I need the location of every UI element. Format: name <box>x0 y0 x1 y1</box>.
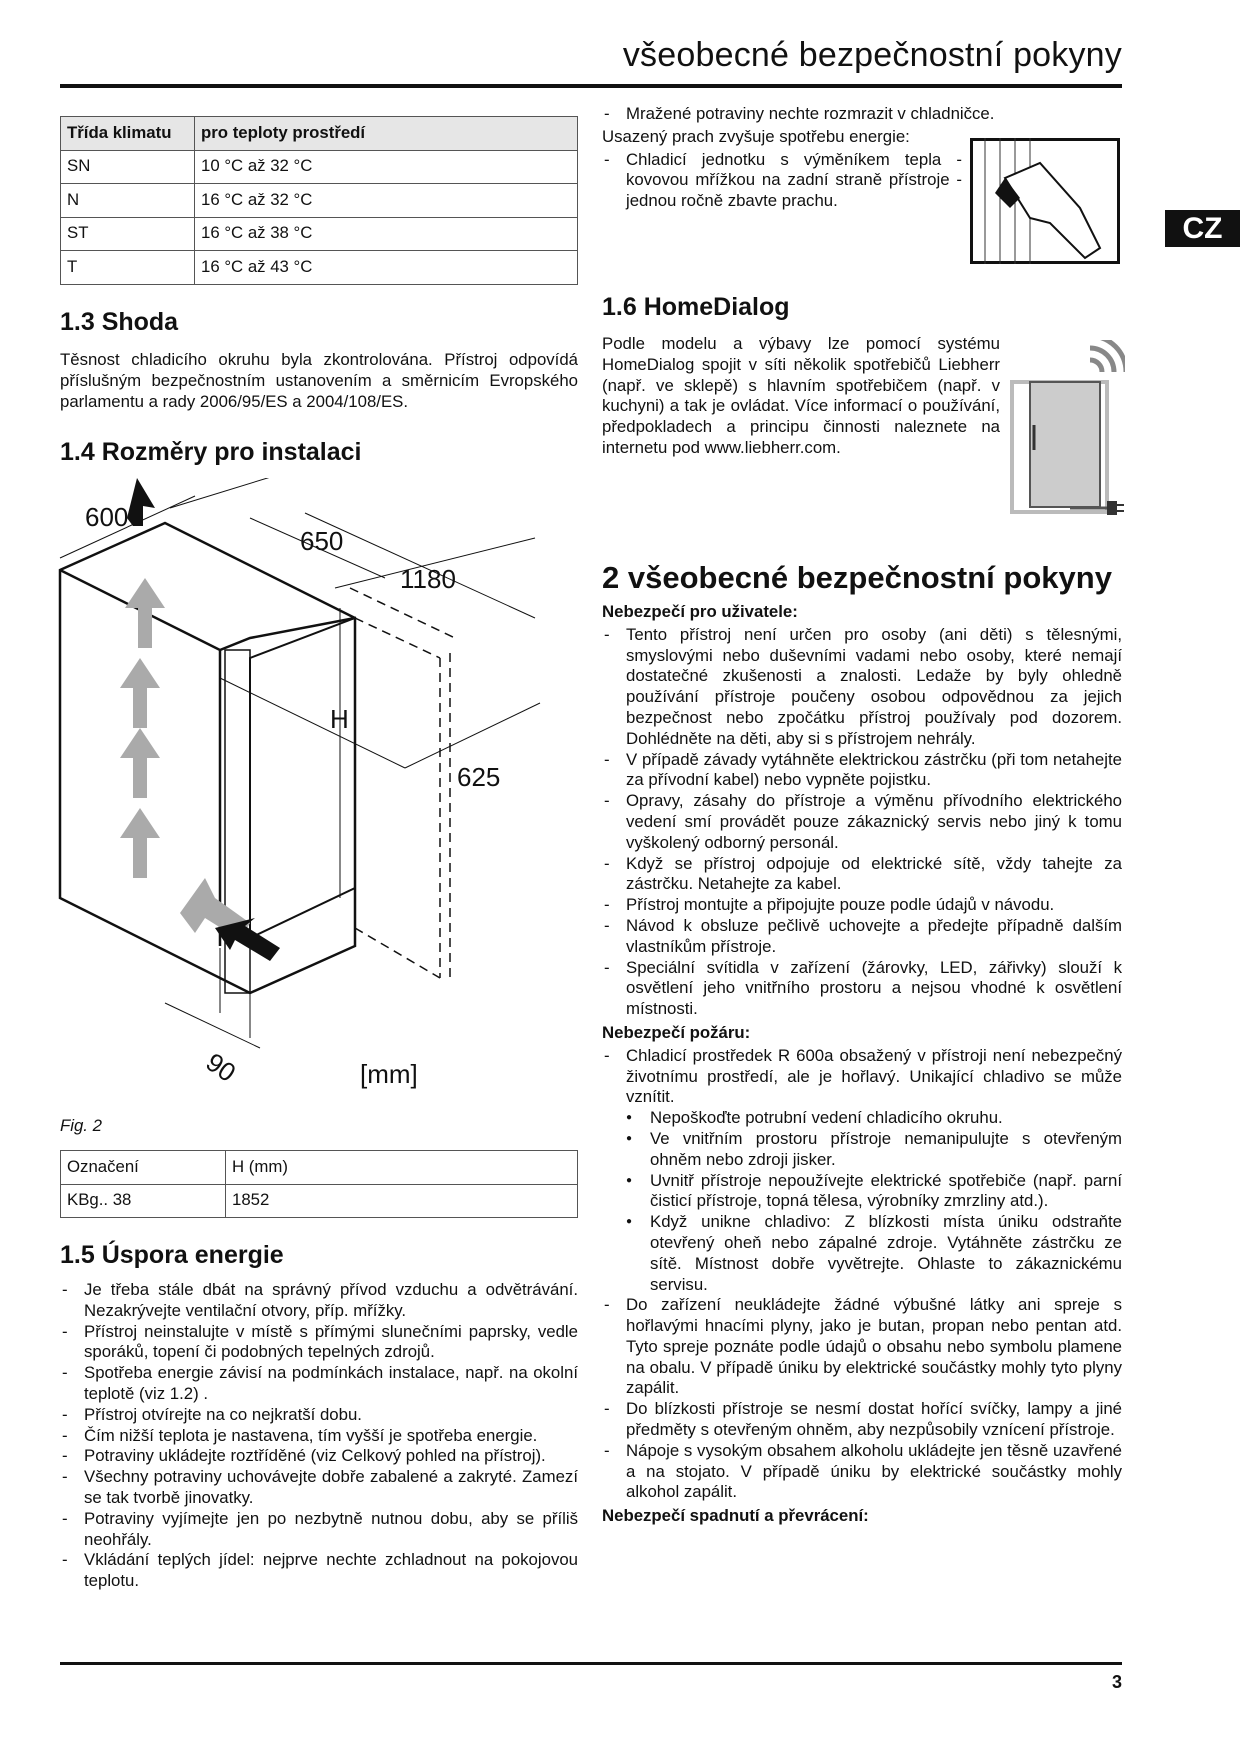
exhaust-arrow <box>127 478 155 526</box>
list-item: - Přístroj otvírejte na co nejkratší dobu. <box>60 1405 578 1426</box>
section-2 <box>602 560 1122 1527</box>
list-item: - Všechny potraviny uchovávejte dobře zabalené a zakryté. Zamezí se tak tvorbě jinovatky. <box>60 1467 578 1509</box>
dust-intro: Usazený prach zvyšuje spotřebu energie: <box>602 126 910 146</box>
table-cell: 16 °C až 32 °C <box>195 184 578 218</box>
list-item: - Mražené potraviny nechte rozmrazit v chladničce. <box>602 104 1122 125</box>
list-item: - Přístroj neinstalujte v místě s přímými slunečními paprsky, vedle sporáků, topení či podobných tepelných zdrojů. <box>60 1322 578 1364</box>
h-table-wrap <box>60 1150 578 1218</box>
table-cell: KBg.. 38 <box>61 1184 226 1218</box>
section-1-3 <box>60 307 578 412</box>
table-cell: SN <box>61 150 195 184</box>
subheading-fire: Nebezpečí požáru: <box>602 1022 751 1042</box>
height-table <box>60 1150 578 1218</box>
subheading-fall: Nebezpečí spadnutí a převrácení: <box>602 1506 869 1526</box>
section-text: Podle modelu a výbavy lze pomocí systému HomeDialog spojit v síti několik spotřebičů Liebherr (např. ve sklepě) s hlavním spotřebičem (např. v kuchyni) a tak je ovládat. Více informací o používání, předpokladech a principu činnosti naleznete na internetu pod www.liebherr.com. <box>602 334 1000 457</box>
table-cell: N <box>61 184 195 218</box>
list-item: - Opravy, zásahy do přístroje a výměnu přívodního elektrického vedení smí provádět pouze zákaznický servis nebo jiný k tomu vyškolený odborný personál. <box>602 791 1122 853</box>
fire-hazard-list-2 <box>602 1295 1122 1503</box>
dim-625: 625 <box>457 762 501 792</box>
fire-hazard-list <box>602 1046 1122 1108</box>
table-row <box>61 184 578 218</box>
list-item: - Do zařízení neukládejte žádné výbušné látky ani spreje s hořlavými hnacími plyny, jako je butan, propan nebo pentan atd. Tyto spreje poznáte podle údajů o obsahu nebo symbolu plamene na obalu. V případě úniku by elektrické součástky mohly tyto plyny zapálit. <box>602 1295 1122 1399</box>
user-hazard-list <box>602 625 1122 1020</box>
table-cell: 16 °C až 43 °C <box>195 251 578 285</box>
list-item: - Přístroj montujte a připojujte pouze podle údajů v návodu. <box>602 895 1122 916</box>
list-item: - Je třeba stále dbát na správný přívod vzduchu a odvětrávání. Nezakrývejte ventilační otvory, příp. mřížky. <box>60 1280 578 1322</box>
section-1-4 <box>60 437 578 467</box>
climate-table <box>60 116 578 285</box>
section-heading: 1.3 Shoda <box>60 308 179 336</box>
figure-caption: Fig. 2 <box>60 1116 102 1135</box>
list-item: - Potraviny ukládejte roztříděné (viz Celkový pohled na přístroj). <box>60 1446 578 1467</box>
dim-1180: 1180 <box>400 564 456 594</box>
bullet-item: ● Uvnitř přístroje nepoužívejte elektrické spotřebiče (např. parní čisticí přístroje, topná tělesa, výrobníky zmrzliny atd.). <box>602 1171 1122 1213</box>
table-row <box>61 251 578 285</box>
section-heading: 1.6 HomeDialog <box>602 293 790 321</box>
list-item: - Návod k obsluze pečlivě uchovejte a předejte případně dalším vlastníkům přístroje. <box>602 916 1122 958</box>
table-header: Označení <box>61 1151 226 1185</box>
energy-list <box>60 1280 578 1592</box>
dim-h: H <box>330 704 349 734</box>
section-heading: 1.4 Rozměry pro instalaci <box>60 438 362 466</box>
dim-650: 650 <box>300 526 344 556</box>
climate-table-wrap <box>60 116 578 285</box>
table-cell: T <box>61 251 195 285</box>
table-cell: ST <box>61 217 195 251</box>
bullet-item: ● Nepoškoďte potrubní vedení chladicího okruhu. <box>602 1108 1122 1129</box>
list-item: - Vkládání teplých jídel: nejprve nechte zchladnout na pokojovou teplotu. <box>60 1550 578 1592</box>
list-item: - Chladicí prostředek R 600a obsažený v přístroji není nebezpečný životnímu prostředí, ale je hořlavý. Unikající chladivo se může vznítit. <box>602 1046 1122 1108</box>
page-header-title: všeobecné bezpečnostní pokyny <box>622 36 1122 74</box>
table-cell: 1852 <box>226 1184 578 1218</box>
list-item: - Do blízkosti přístroje se nesmí dostat hořící svíčky, lampy a jiné předměty s otevřeným ohněm, aby nezpůsobily vznícení přístroje. <box>602 1399 1122 1441</box>
list-item: - Když se přístroj odpojuje od elektrické sítě, vždy tahejte za zástrčku. Netahejte za kabel. <box>602 854 1122 896</box>
language-tab: CZ <box>1165 210 1240 247</box>
list-item: - Speciální svítidla v zařízení (žárovky, LED, zářivky) slouží k osvětlení jeho vnitřního prostoru a nejsou vhodné k osvětlení místnosti. <box>602 958 1122 1020</box>
header-rule <box>60 84 1122 88</box>
section-heading: 2 všeobecné bezpečnostní pokyny <box>602 560 1112 595</box>
dim-600: 600 <box>85 502 129 532</box>
installation-dimensions-diagram <box>55 478 555 1098</box>
table-row <box>61 217 578 251</box>
list-item: - Spotřeba energie závisí na podmínkách instalace, např. na okolní teplotě (viz 1.2) . <box>60 1363 578 1405</box>
section-text: Těsnost chladicího okruhu byla zkontrolována. Přístroj odpovídá příslušným bezpečnostním ustanovením a směrnicím Evropského parlamentu a rady 2006/95/ES a 2004/108/ES. <box>60 350 578 411</box>
section-heading: 1.5 Úspora energie <box>60 1241 284 1269</box>
page-number: 3 <box>1111 1672 1122 1692</box>
table-header-row <box>61 1151 578 1185</box>
footer-rule <box>60 1662 1122 1665</box>
table-header: Třída klimatu <box>61 117 195 151</box>
homedialog-fridge-icon <box>1010 340 1125 520</box>
bullet-item: ● Když unikne chladivo: Z blízkosti místa úniku odstraňte otevřený oheň nebo zápalné zdroje. Vytáhněte zástrčku ze sítě. Místnost dobře vyvětrejte. Ohlaste to zákaznickému servisu. <box>602 1212 1122 1295</box>
table-header: pro teploty prostředí <box>195 117 578 151</box>
list-item: - Potraviny vyjímejte jen po nezbytně nutnou dobu, aby se příliš neohřály. <box>60 1509 578 1551</box>
list-item: - Chladicí jednotku s výměníkem tepla - kovovou mřížkou na zadní straně přístroje - jednou ročně zbavte prachu. <box>602 150 962 212</box>
list-item: - Čím nižší teplota je nastavena, tím vyšší je spotřeba energie. <box>60 1426 578 1447</box>
list-item: - V případě závady vytáhněte elektrickou zástrčku (při tom netahejte za přívodní kabel) nebo vypněte pojistku. <box>602 750 1122 792</box>
table-cell: 10 °C až 32 °C <box>195 150 578 184</box>
list-item: - Tento přístroj není určen pro osoby (ani děti) s tělesnými, smyslovými nebo duševními vadami nebo osoby, které nemají dostatečné zkušenosti a znalosti. Ledaže by byly ohledně používání přístroje poučeny osobou odpovědnou za jejich bezpečnost nebo zpočátku přístroj používaly pod dozorem. Dohlédněte na děti, aby si s přístrojem nehrály. <box>602 625 1122 750</box>
list-item: - Nápoje s vysokým obsahem alkoholu ukládejte jen těsně uzavřené a na stojato. V případě úniku by elektrické součástky mohly alkohol zapálit. <box>602 1441 1122 1503</box>
table-row <box>61 1184 578 1218</box>
table-cell: 16 °C až 38 °C <box>195 217 578 251</box>
subheading-user: Nebezpečí pro uživatele: <box>602 602 798 621</box>
fire-bullet-list <box>602 1108 1122 1295</box>
table-header-row <box>61 117 578 151</box>
section-1-5 <box>60 1240 578 1592</box>
unit-label: [mm] <box>360 1059 418 1089</box>
dim-90: 90 <box>200 1046 242 1088</box>
bullet-item: ● Ve vnitřním prostoru přístroje nemanipulujte s otevřeným ohněm nebo zdroji jisker. <box>602 1129 1122 1171</box>
cleaning-condenser-illustration <box>970 138 1120 264</box>
table-row <box>61 150 578 184</box>
table-header: H (mm) <box>226 1151 578 1185</box>
